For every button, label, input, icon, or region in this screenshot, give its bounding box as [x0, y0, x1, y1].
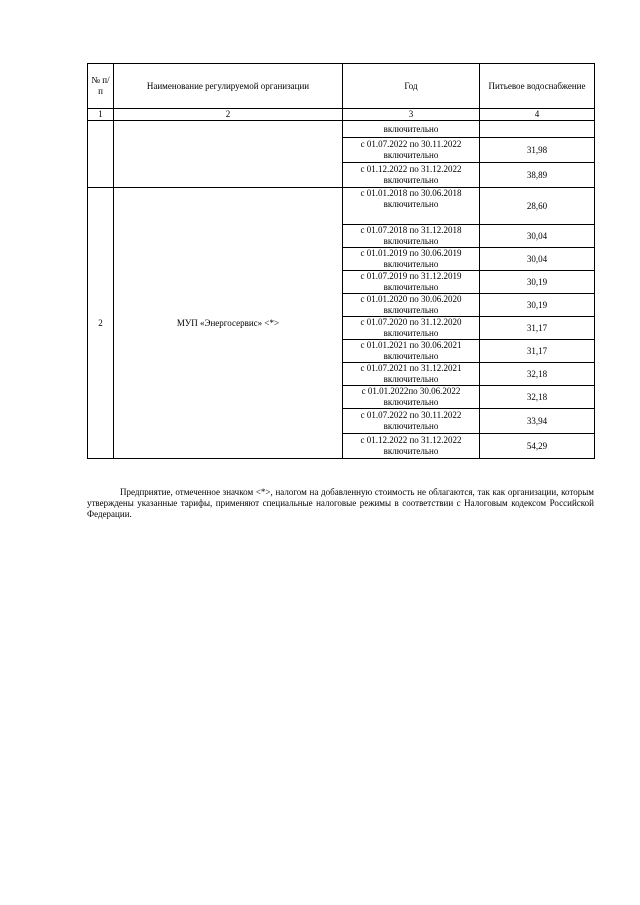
period-cell: с 01.07.2019 по 31.12.2019 включительно — [343, 271, 480, 294]
footnote-text: Предприятие, отмеченное значком <*>, налогом на добавленную стоимость не облагаются, так как организации, которым утверждены указанные тарифы, применяют специальные налоговые режимы в соответствии с Налоговым кодексом Российской Федерации. — [87, 487, 594, 519]
period-cell: с 01.07.2021 по 31.12.2021 включительно — [343, 363, 480, 386]
table-row — [88, 188, 595, 225]
row-number-cell — [88, 121, 114, 188]
value-cell: 38,89 — [480, 163, 595, 188]
column-number: 2 — [114, 109, 343, 121]
table-row — [88, 121, 595, 138]
period-cell: с 01.07.2022 по 30.11.2022 включительно — [343, 138, 480, 163]
table-header-row — [88, 64, 595, 109]
period-cell: с 01.01.2022по 30.06.2022 включительно — [343, 386, 480, 409]
column-numbers-row — [88, 109, 595, 121]
organization-cell — [114, 121, 343, 188]
period-cell: с 01.07.2018 по 31.12.2018 включительно — [343, 225, 480, 248]
column-number: 4 — [480, 109, 595, 121]
period-cell: с 01.01.2019 по 30.06.2019 включительно — [343, 248, 480, 271]
period-cell: с 01.12.2022 по 31.12.2022 включительно — [343, 163, 480, 188]
value-cell: 30,04 — [480, 248, 595, 271]
period-cell: включительно — [343, 121, 480, 138]
period-cell: с 01.12.2022 по 31.12.2022 включительно — [343, 434, 480, 459]
row-number-cell: 2 — [88, 188, 114, 459]
column-number: 3 — [343, 109, 480, 121]
value-cell: 31,17 — [480, 340, 595, 363]
period-cell: с 01.01.2020 по 30.06.2020 включительно — [343, 294, 480, 317]
organization-cell: МУП «Энергосервис» <*> — [114, 188, 343, 459]
period-cell: с 01.07.2020 по 31.12.2020 включительно — [343, 317, 480, 340]
column-number: 1 — [88, 109, 114, 121]
header-number: № п/п — [88, 64, 114, 109]
value-cell: 31,98 — [480, 138, 595, 163]
tariff-table — [87, 63, 595, 459]
value-cell: 30,04 — [480, 225, 595, 248]
value-cell: 32,18 — [480, 363, 595, 386]
value-cell: 32,18 — [480, 386, 595, 409]
value-cell: 54,29 — [480, 434, 595, 459]
header-organization: Наименование регулируемой организации — [114, 64, 343, 109]
value-cell: 30,19 — [480, 271, 595, 294]
value-cell: 28,60 — [480, 188, 595, 225]
value-cell: 31,17 — [480, 317, 595, 340]
header-water-supply: Питьевое водоснабжение — [480, 64, 595, 109]
value-cell: 33,94 — [480, 409, 595, 434]
period-cell: с 01.01.2021 по 30.06.2021 включительно — [343, 340, 480, 363]
period-cell: с 01.01.2018 по 30.06.2018 включительно — [343, 188, 480, 225]
value-cell: 30,19 — [480, 294, 595, 317]
header-year: Год — [343, 64, 480, 109]
period-cell: с 01.07.2022 по 30.11.2022 включительно — [343, 409, 480, 434]
value-cell — [480, 121, 595, 138]
